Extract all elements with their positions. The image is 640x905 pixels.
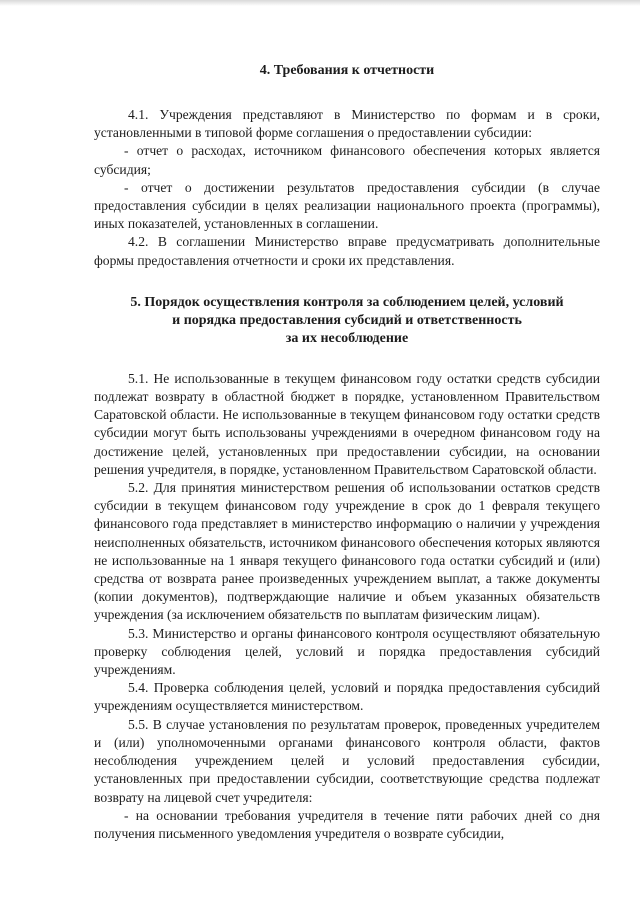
document-page xyxy=(94,50,600,845)
list-item-return-requirement: - на основании требования учредителя в течение пяти рабочих дней со дня получения письменного уведомления учредителя о возврате субсидии, xyxy=(94,807,600,841)
paragraph-5-5: 5.5. В случае установления по результатам проверок, проведенных учредителем и (или) уполномоченными органами финансового контроля области, фактов несоблюдения учреждением целей и условий предоставления субсидии, установленных при предоставлении субсидии, соответствующие средства подлежат возврату на лицевой счет учредителя: xyxy=(94,716,600,805)
paragraph-5-1: 5.1. Не использованные в текущем финансовом году остатки средств субсидии подлежат возврату в областной бюджет в порядке, установленном Правительством Саратовской области. Не использованные в текущем финансовом году остатки средств субсидии могут быть использованы учреждениями в очередном финансовом году на достижение целей, установленных при предоставлении субсидии, на основании решения учредителя, в порядке, установленном Правительством Саратовской области. xyxy=(94,370,600,477)
section-4-heading: 4. Требования к отчетности xyxy=(259,63,435,78)
list-item-expense-report: - отчет о расходах, источником финансового обеспечения которых является субсидия; xyxy=(94,143,600,177)
paragraph-4-2: 4.2. В соглашении Министерство вправе предусматривать дополнительные формы предоставления отчетности и сроки их представления. xyxy=(94,234,600,268)
list-item-results-report: - отчет о достижении результатов предоставления субсидии (в случае предоставления субсидии в целях реализации национального проекта (программы), иных показателей, установленных в соглашении. xyxy=(94,179,600,232)
section-5-heading-line-2: и порядка предоставления субсидий и ответственность xyxy=(172,312,522,328)
paragraph-4-1: 4.1. Учреждения представляют в Министерство по формам и в сроки, установленными в типовой форме соглашения о предоставлении субсидии: xyxy=(94,107,600,141)
paragraph-5-2: 5.2. Для принятия министерством решения об использовании остатков средств субсидии в текущем финансовом году учреждение в срок до 1 февраля текущего финансового года представляет в министерство информацию о наличии у учреждения неисполненных обязательств, источником финансового обеспечения которых являются не использованные на 1 января текущего финансового года остатки субсидий и (или) средства от возврата ранее произведенных учреждением выплат, а также документы (копии документов), подтверждающие наличие и объем указанных обязательств учреждения (за исключением обязательств по выплатам физическим лицам). xyxy=(94,480,600,623)
section-5-heading-line-1: 5. Порядок осуществления контроля за соблюдением целей, условий xyxy=(130,294,564,310)
paragraph-5-4: 5.4. Проверка соблюдения целей, условий и порядка предоставления субсидий учреждениям осуществляется министерством. xyxy=(94,680,600,714)
scan-edge xyxy=(0,0,640,6)
paragraph-5-3: 5.3. Министерство и органы финансового контроля осуществляют обязательную проверку соблюдения целей, условий и порядка предоставления субсидий учреждениям. xyxy=(94,625,600,678)
page-bottom-spacer xyxy=(94,843,600,845)
section-5-heading-line-3: за их несоблюдение xyxy=(285,330,409,346)
section-5-heading xyxy=(94,294,600,348)
